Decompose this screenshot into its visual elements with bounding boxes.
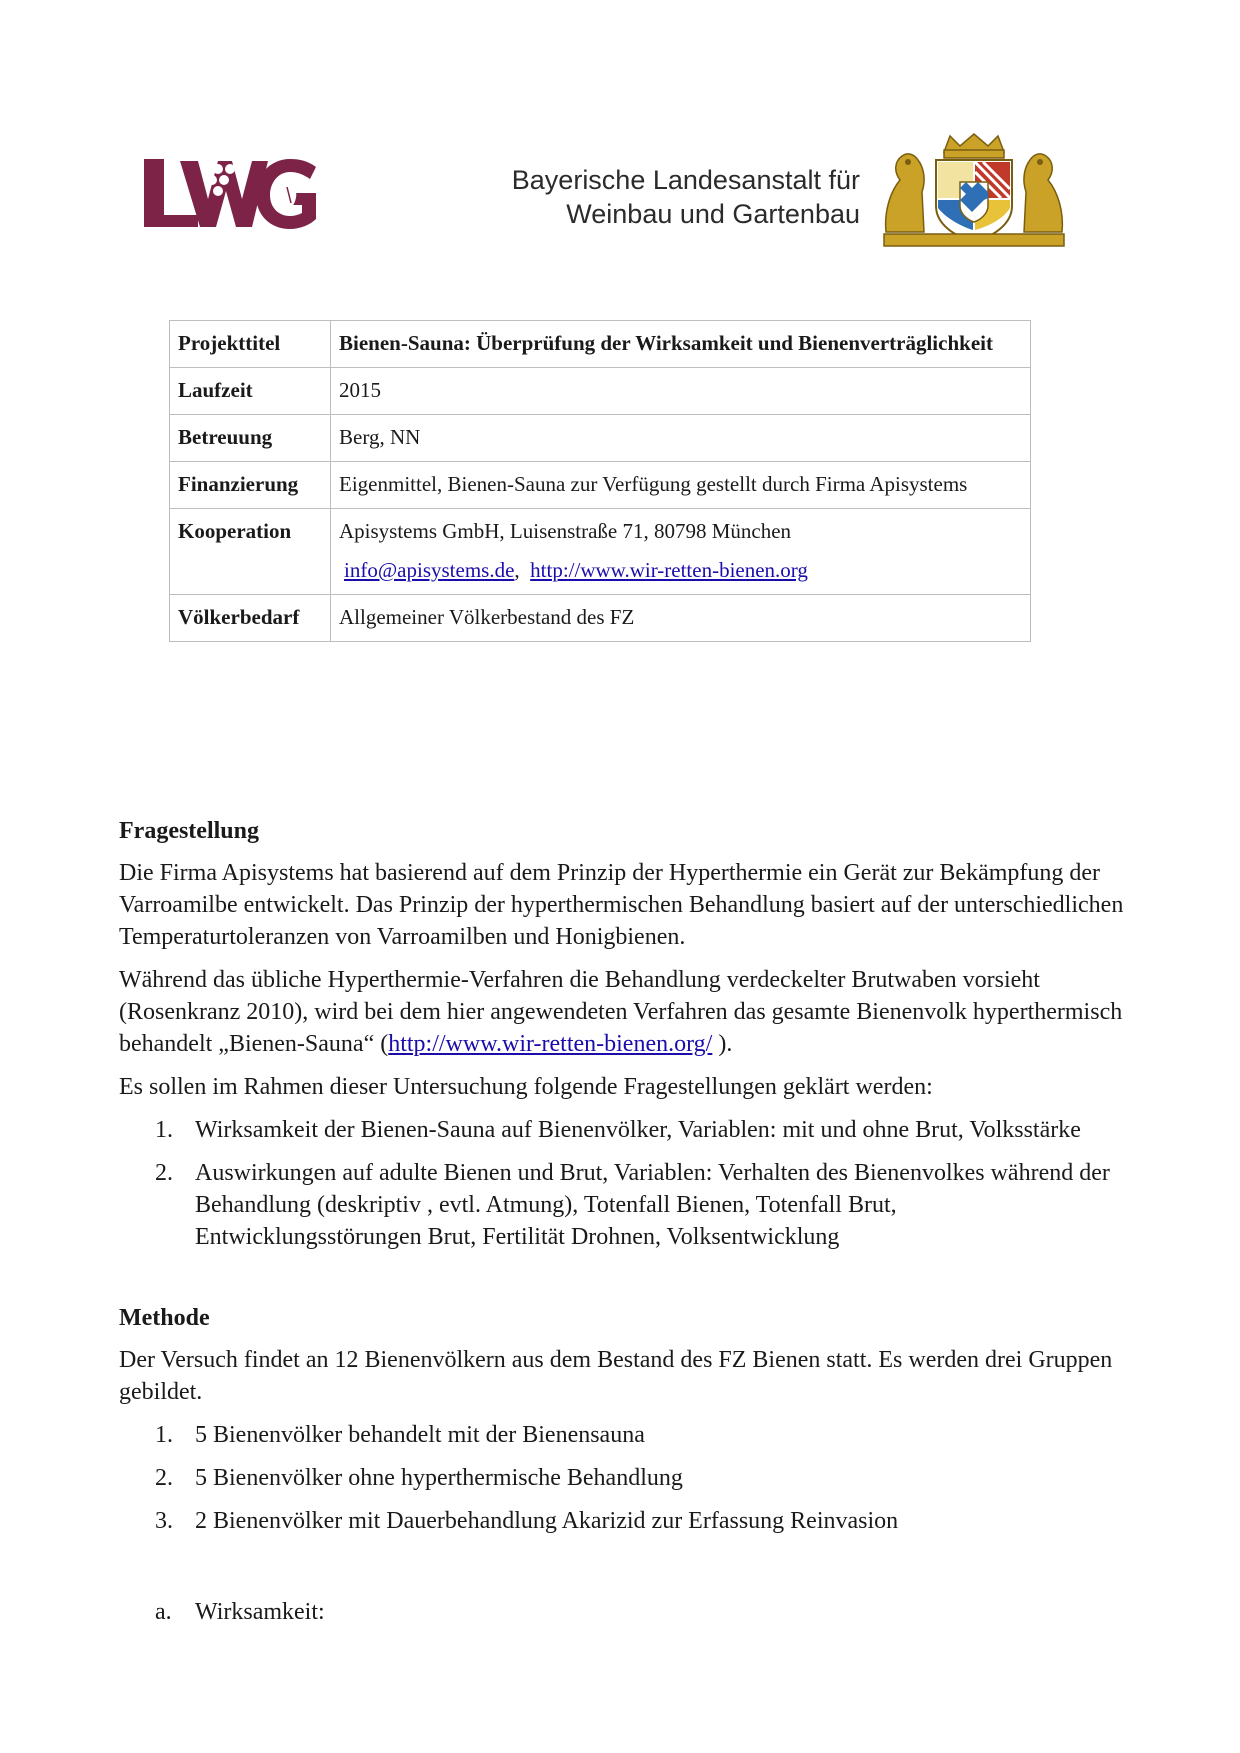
section-heading-methode: Methode <box>119 1305 210 1331</box>
document-body <box>119 815 1129 1639</box>
list-item <box>119 1419 1129 1451</box>
list-number: 3. <box>155 1508 173 1534</box>
list-item <box>119 1114 1129 1146</box>
list-text: 5 Bienenvölker behandelt mit der Bienensauna <box>195 1422 645 1448</box>
project-info-table <box>169 320 1031 642</box>
list-text: Auswirkungen auf adulte Bienen und Brut, Variablen: Verhalten des Bienenvolkes während der Behandlung (deskriptiv , evtl. Atmung), Totenfall Bienen, Totenfall Brut, Entwicklungsstörungen Brut, Fertilität Drohnen, Volksentwicklung <box>195 1160 1110 1250</box>
list-text: Wirksamkeit der Bienen-Sauna auf Bienenvölker, Variablen: mit und ohne Brut, Volksstärke <box>195 1117 1081 1143</box>
institute-line-1: Bayerische Landesanstalt für <box>511 165 860 195</box>
cooperation-address: Apisystems GmbH, Luisenstraße 71, 80798 München <box>339 519 792 543</box>
row-value: Berg, NN <box>331 415 1031 462</box>
row-label: Finanzierung <box>170 462 331 509</box>
institute-line-2: Weinbau und Gartenbau <box>566 199 860 229</box>
document-header <box>0 0 1240 260</box>
section-heading-fragestellung: Fragestellung <box>119 818 259 844</box>
bavarian-coat-of-arms <box>880 132 1068 250</box>
group-list <box>119 1419 1129 1537</box>
table-row <box>170 415 1031 462</box>
table-row <box>170 368 1031 415</box>
list-item <box>119 1157 1129 1253</box>
row-value: Allgemeiner Völkerbestand des FZ <box>331 595 1031 642</box>
list-letter: a. <box>155 1599 172 1625</box>
list-number: 1. <box>155 1117 173 1143</box>
row-label: Kooperation <box>170 509 331 595</box>
paragraph: Der Versuch findet an 12 Bienenvölkern aus dem Bestand des FZ Bienen statt. Es werden drei Gruppen gebildet. <box>119 1347 1113 1405</box>
table-row <box>170 462 1031 509</box>
table-row <box>170 321 1031 368</box>
email-link[interactable]: info@apisystems.de <box>344 558 515 582</box>
table-row <box>170 509 1031 595</box>
list-number: 1. <box>155 1422 173 1448</box>
paragraph-text: Während das übliche Hyperthermie-Verfahren die Behandlung verdeckelter Brutwaben vorsieht (Rosenkranz 2010), wird bei dem hier angewendeten Verfahren das gesamte Bienenvolk hyperthermisch behandelt „Bienen-Sauna“ ( <box>119 967 1123 1057</box>
institute-name <box>440 163 860 231</box>
list-number: 2. <box>155 1160 173 1186</box>
paragraph <box>119 964 1129 1060</box>
list-text: 2 Bienenvölker mit Dauerbehandlung Akarizid zur Erfassung Reinvasion <box>195 1508 899 1534</box>
row-value: 2015 <box>331 368 1031 415</box>
sub-list <box>119 1596 1129 1628</box>
website-link[interactable]: http://www.wir-retten-bienen.org <box>530 558 808 582</box>
paragraph: Es sollen im Rahmen dieser Untersuchung folgende Fragestellungen geklärt werden: <box>119 1074 933 1100</box>
cooperation-links <box>339 556 1022 585</box>
question-list <box>119 1114 1129 1253</box>
list-text: Wirksamkeit: <box>195 1599 325 1625</box>
row-label: Völkerbedarf <box>170 595 331 642</box>
project-title-value: Bienen-Sauna: Überprüfung der Wirksamkeit und Bienenverträglichkeit <box>331 321 1031 368</box>
row-value: Eigenmittel, Bienen-Sauna zur Verfügung gestellt durch Firma Apisystems <box>331 462 1031 509</box>
list-item <box>119 1462 1129 1494</box>
paragraph-text: ). <box>712 1031 733 1057</box>
table-row <box>170 595 1031 642</box>
lwg-logo <box>140 155 320 231</box>
list-item <box>119 1505 1129 1537</box>
list-text: 5 Bienenvölker ohne hyperthermische Behandlung <box>195 1465 683 1491</box>
row-label: Projekttitel <box>170 321 331 368</box>
list-item <box>119 1596 1129 1628</box>
reference-link[interactable]: http://www.wir-retten-bienen.org/ <box>388 1031 713 1057</box>
row-label: Betreuung <box>170 415 331 462</box>
row-value <box>331 509 1031 595</box>
link-separator: , <box>514 558 520 582</box>
list-number: 2. <box>155 1465 173 1491</box>
paragraph: Die Firma Apisystems hat basierend auf dem Prinzip der Hyperthermie ein Gerät zur Bekämpfung der Varroamilbe entwickelt. Das Prinzip der hyperthermischen Behandlung basiert auf der unterschiedlichen Temperaturtoleranzen von Varroamilben und Honigbienen. <box>119 860 1124 950</box>
row-label: Laufzeit <box>170 368 331 415</box>
